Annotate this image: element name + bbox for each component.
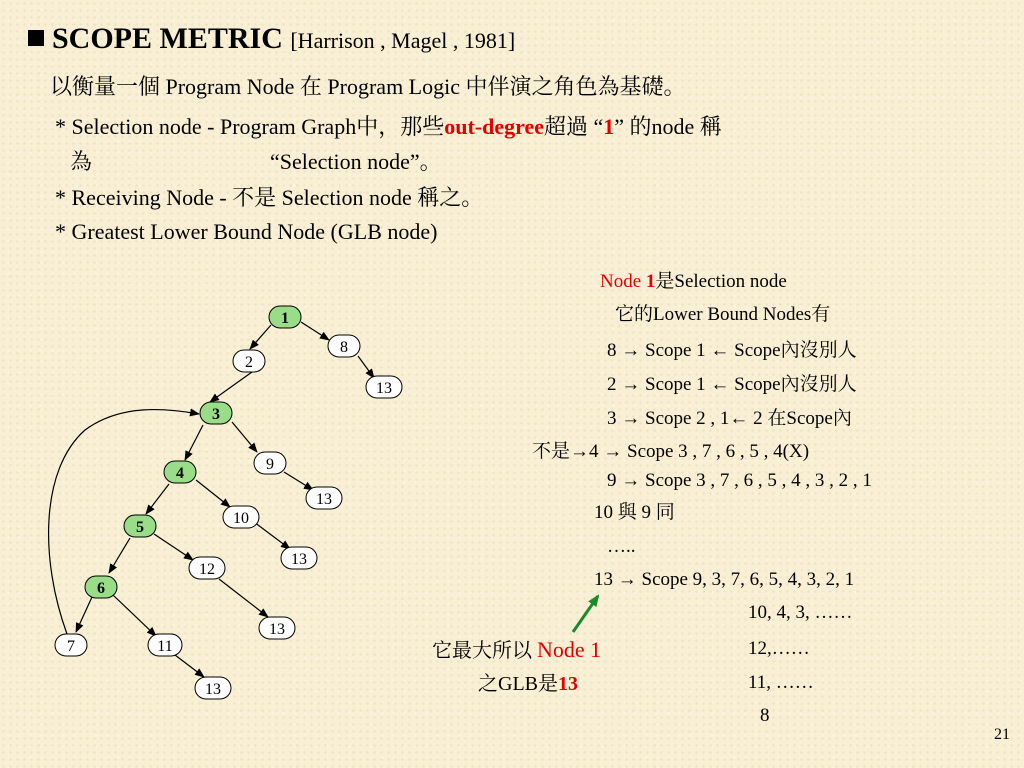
graph-node <box>328 335 360 357</box>
graph-node <box>189 557 225 579</box>
edge-3-4 <box>185 425 203 460</box>
edge-1-8 <box>301 322 329 340</box>
conclusion-prefix: 它最大所以 <box>432 640 537 662</box>
annotation-10-same: 10 與 9 同 <box>594 502 675 523</box>
edge-6-11 <box>113 595 156 636</box>
edge-6-7 <box>76 597 92 632</box>
node-label: 8 <box>340 339 348 356</box>
annotation-node-number: 1 <box>645 271 656 292</box>
node-label: 4 <box>176 465 184 482</box>
node-label: 13 <box>316 491 332 508</box>
graph-node <box>366 376 402 398</box>
graph-node <box>306 487 342 509</box>
graph-node <box>269 306 301 328</box>
node-label: 6 <box>97 580 105 597</box>
bullet1-line2-b: “Selection node”。 <box>270 149 442 174</box>
annotation-scope-3: 3 → Scope 2 , 1← 2 在Scope內 <box>607 408 852 429</box>
node-label: 13 <box>269 621 285 638</box>
bullet-glb-node: * Greatest Lower Bound Node (GLB node) <box>55 219 438 244</box>
bullet1-outdegree: out-degree <box>444 114 544 139</box>
annotation-scope-13: 13 → Scope 9, 3, 7, 6, 5, 4, 3, 2, 1 <box>594 569 855 590</box>
annotation-scope-13-line2: 10, 4, 3, …… <box>748 602 853 623</box>
node-label: 11 <box>157 638 173 655</box>
bullet-receiving-node: * Receiving Node - 不是 Selection node 稱之。 <box>55 185 484 210</box>
bullet1-number: 1 <box>603 114 615 139</box>
node-label: 13 <box>205 681 221 698</box>
conclusion-glb-value: 13 <box>558 673 578 695</box>
title-main: SCOPE METRIC <box>52 22 283 55</box>
edge-1-2 <box>250 325 271 349</box>
node-label: 9 <box>266 456 274 473</box>
node-label: 3 <box>212 406 220 423</box>
edge-4-5 <box>146 484 169 514</box>
annotation-scope-2: 2 → Scope 1 ← Scope內沒別人 <box>607 374 857 395</box>
annotation-scope-13-line3: 12,…… <box>748 638 810 659</box>
annotation-node-word: Node <box>600 271 646 292</box>
green-arrow-icon <box>573 596 598 632</box>
graph-node <box>85 576 117 598</box>
bullet1-text-a: * Selection node - Program Graph中，那些 <box>55 114 445 139</box>
annotation-node-suffix: 是Selection node <box>655 271 787 292</box>
annotation-scope-4: 不是→4 → Scope 3 , 7 , 6 , 5 , 4(X) <box>532 441 810 462</box>
edge-3-9 <box>232 422 257 452</box>
node-label: 2 <box>245 354 253 371</box>
edge-5-12 <box>154 534 193 560</box>
edge-10-13 <box>254 522 290 549</box>
conclusion-glb-prefix: 之GLB是 <box>478 673 558 695</box>
node-label: 7 <box>67 638 75 655</box>
bullet1-text-c: ” 的node 稱 <box>614 114 722 139</box>
annotation-scope-8: 8 → Scope 1 ← Scope內沒別人 <box>607 340 857 361</box>
conclusion-line2 <box>478 667 578 696</box>
graph-node <box>223 506 259 528</box>
graph-node <box>259 617 295 639</box>
edge-9-13 <box>284 472 313 490</box>
edge-11-13 <box>175 655 204 677</box>
bullet1-text-b: 超過 “ <box>544 114 604 139</box>
conclusion-node1: Node 1 <box>537 637 602 662</box>
graph-node <box>164 461 196 483</box>
conclusion-line1 <box>432 634 601 663</box>
annotation-scope-13-line5: 8 <box>760 705 770 726</box>
graph-node <box>148 634 182 656</box>
intro-line: 以衡量一個 Program Node 在 Program Logic 中伴演之角色為基礎。 <box>50 74 686 99</box>
graph-node <box>233 350 265 372</box>
node-label: 5 <box>136 519 144 536</box>
edge-4-10 <box>196 480 230 507</box>
edge-7-3 <box>49 410 199 634</box>
graph-node <box>55 634 87 656</box>
edge-5-6 <box>109 538 130 573</box>
node-label: 10 <box>233 510 249 527</box>
annotation-scope-9: 9 → Scope 3 , 7 , 6 , 5 , 4 , 3 , 2 , 1 <box>607 470 872 491</box>
annotation-node1-selection <box>600 266 787 293</box>
edge-2-3 <box>210 372 252 402</box>
node-label: 13 <box>291 551 307 568</box>
page-number: 21 <box>994 726 1010 743</box>
graph-node <box>124 515 156 537</box>
bullet1-line2-a: 為 <box>70 149 93 174</box>
graph-node <box>200 402 232 424</box>
edge-8-13 <box>358 356 374 378</box>
node-label: 12 <box>199 561 215 578</box>
annotation-ellipsis: ….. <box>607 536 636 557</box>
node-label: 13 <box>376 380 392 397</box>
graph-node <box>195 677 231 699</box>
edge-12-13 <box>219 579 268 617</box>
node-label: 1 <box>281 310 289 327</box>
graph-node <box>281 547 317 569</box>
graph-nodes <box>55 306 402 699</box>
annotation-lower-bound-title: 它的Lower Bound Nodes有 <box>615 304 831 325</box>
title-reference: [Harrison , Magel , 1981] <box>290 28 516 53</box>
graph-node <box>254 452 286 474</box>
annotation-scope-13-line4: 11, …… <box>748 672 814 693</box>
